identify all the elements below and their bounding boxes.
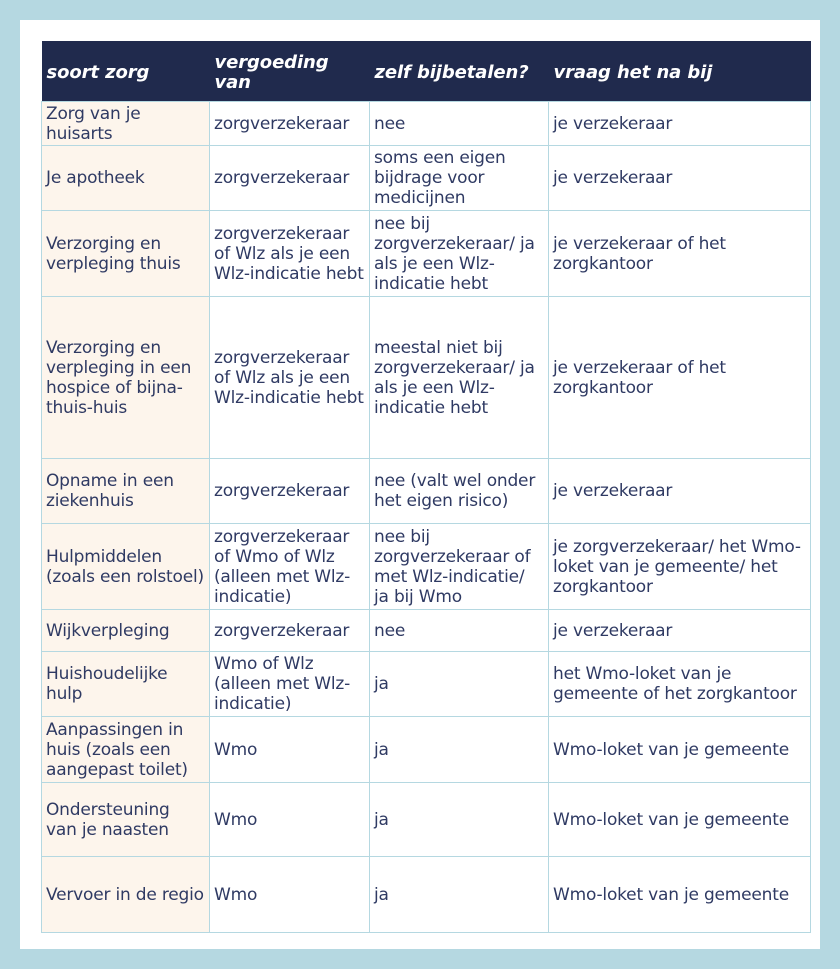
cell-vergoeding: zorgverzekeraar of Wlz als je een Wlz-indicatie hebt — [210, 211, 370, 297]
cell-soort-zorg: Verzorging en verpleging in een hospice of bijna-thuis-huis — [42, 297, 210, 459]
cell-vraag: Wmo-loket van je gemeente — [549, 783, 811, 857]
cell-soort-zorg: Huishoudelijke hulp — [42, 652, 210, 717]
cell-soort-zorg: Zorg van je huisarts — [42, 102, 210, 146]
table-row — [42, 610, 811, 652]
table-row — [42, 211, 811, 297]
cell-bijbetalen: nee bij zorgverzekeraar of met Wlz-indicatie/ ja bij Wmo — [370, 524, 549, 610]
cell-vraag: je verzekeraar — [549, 459, 811, 524]
cell-soort-zorg: Opname in een ziekenhuis — [42, 459, 210, 524]
table-row — [42, 717, 811, 783]
cell-vergoeding: Wmo — [210, 857, 370, 933]
cell-bijbetalen: ja — [370, 717, 549, 783]
cell-soort-zorg: Aanpassingen in huis (zoals een aangepast toilet) — [42, 717, 210, 783]
cell-bijbetalen: ja — [370, 783, 549, 857]
table-row — [42, 102, 811, 146]
table-row — [42, 297, 811, 459]
cell-vraag: je verzekeraar of het zorgkantoor — [549, 297, 811, 459]
cell-vraag: je verzekeraar of het zorgkantoor — [549, 211, 811, 297]
cell-vraag: je verzekeraar — [549, 610, 811, 652]
cell-vraag: je zorgverzekeraar/ het Wmo-loket van je gemeente/ het zorgkantoor — [549, 524, 811, 610]
table-row — [42, 459, 811, 524]
cell-soort-zorg: Vervoer in de regio — [42, 857, 210, 933]
header-row — [42, 41, 811, 102]
header-vergoeding: vergoeding van — [210, 41, 370, 102]
cell-bijbetalen: ja — [370, 857, 549, 933]
cell-vergoeding: zorgverzekeraar — [210, 610, 370, 652]
cell-bijbetalen: nee — [370, 102, 549, 146]
cell-bijbetalen: nee (valt wel onder het eigen risico) — [370, 459, 549, 524]
cell-soort-zorg: Verzorging en verpleging thuis — [42, 211, 210, 297]
care-cost-table — [41, 41, 811, 933]
cell-soort-zorg: Wijkverpleging — [42, 610, 210, 652]
table-row — [42, 783, 811, 857]
cell-vraag: je verzekeraar — [549, 102, 811, 146]
cell-bijbetalen: nee — [370, 610, 549, 652]
cell-bijbetalen: soms een eigen bijdrage voor medicijnen — [370, 146, 549, 211]
table-row — [42, 524, 811, 610]
header-soort-zorg: soort zorg — [42, 41, 210, 102]
header-vraag: vraag het na bij — [549, 41, 811, 102]
table-body — [42, 102, 811, 933]
cell-bijbetalen: nee bij zorgverzekeraar/ ja als je een Wlz-indicatie hebt — [370, 211, 549, 297]
cell-vraag: het Wmo-loket van je gemeente of het zorgkantoor — [549, 652, 811, 717]
cell-vraag: je verzekeraar — [549, 146, 811, 211]
table-header — [42, 41, 811, 102]
cell-vergoeding: zorgverzekeraar — [210, 102, 370, 146]
cell-vergoeding: Wmo — [210, 783, 370, 857]
info-card — [20, 20, 820, 949]
cell-vraag: Wmo-loket van je gemeente — [549, 717, 811, 783]
cell-soort-zorg: Je apotheek — [42, 146, 210, 211]
cell-vergoeding: zorgverzekeraar of Wmo of Wlz (alleen met Wlz-indicatie) — [210, 524, 370, 610]
table-row — [42, 652, 811, 717]
cell-vergoeding: zorgverzekeraar — [210, 146, 370, 211]
table-row — [42, 146, 811, 211]
header-bijbetalen: zelf bijbetalen? — [370, 41, 549, 102]
cell-vraag: Wmo-loket van je gemeente — [549, 857, 811, 933]
cell-vergoeding: Wmo of Wlz (alleen met Wlz-indicatie) — [210, 652, 370, 717]
cell-bijbetalen: ja — [370, 652, 549, 717]
cell-vergoeding: zorgverzekeraar — [210, 459, 370, 524]
cell-soort-zorg: Hulpmiddelen (zoals een rolstoel) — [42, 524, 210, 610]
cell-vergoeding: zorgverzekeraar of Wlz als je een Wlz-indicatie hebt — [210, 297, 370, 459]
table-row — [42, 857, 811, 933]
cell-bijbetalen: meestal niet bij zorgverzekeraar/ ja als je een Wlz-indicatie hebt — [370, 297, 549, 459]
cell-soort-zorg: Ondersteuning van je naasten — [42, 783, 210, 857]
cell-vergoeding: Wmo — [210, 717, 370, 783]
